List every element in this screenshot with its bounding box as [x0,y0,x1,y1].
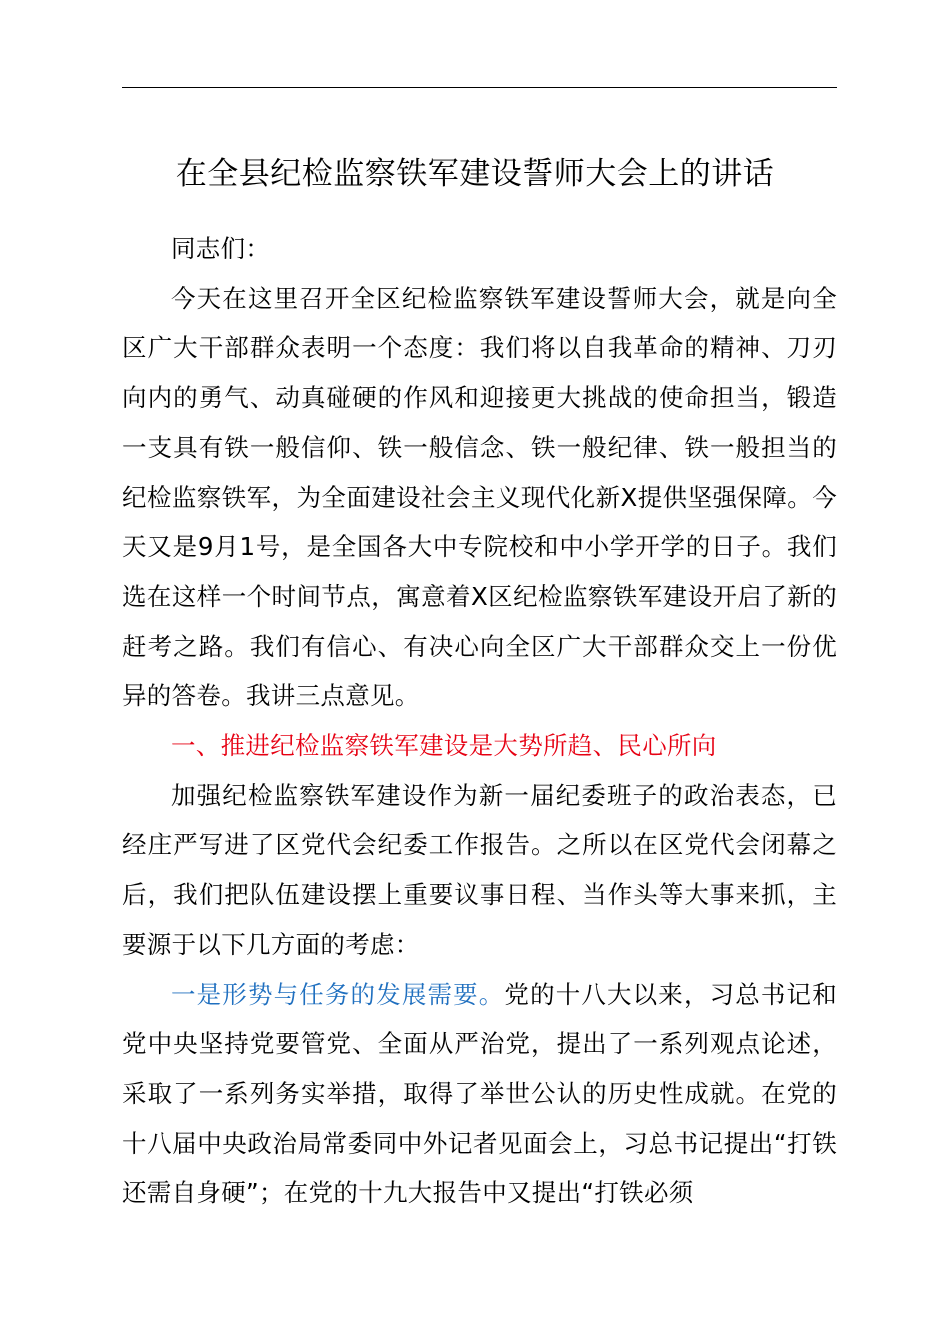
section-1-paragraph: 加强纪检监察铁军建设作为新一届纪委班子的政治表态，已经庄严写进了区党代会纪委工作报告。之所以在区党代会闭幕之后，我们把队伍建设摆上重要议事日程、当作头等大事来抓，主要源于以下几方面的考虑： [122,780,837,959]
header-rule [122,87,837,88]
point-1-text: 党的十八大以来，习总书记和党中央坚持党要管党、全面从严治党，提出了一系列观点论述，采取了一系列务实举措，取得了举世公认的历史性成就。在党的十八届中央政治局常委同中外记者见面会上，习总书记提出“打铁还需自身硬”；在党的十九大报告中又提出“打铁必须 [122,979,837,1208]
point-1-paragraph [122,970,837,1219]
salutation: 同志们： [171,234,271,263]
document-body [122,224,837,1218]
intro-paragraph: 今天在这里召开全区纪检监察铁军建设誓师大会，就是向全区广大干部群众表明一个态度：我们将以自我革命的精神、刀刃向内的勇气、动真碰硬的作风和迎接更大挑战的使命担当，锻造一支具有铁一般信仰、铁一般信念、铁一般纪律、铁一般担当的纪检监察铁军，为全面建设社会主义现代化新X提供坚强保障。今天又是9月1号，是全国各大中专院校和中小学开学的日子。我们选在这样一个时间节点，寓意着X区纪检监察铁军建设开启了新的赶考之路。我们有信心、有决心向全区广大干部群众交上一份优异的答卷。我讲三点意见。 [122,283,837,711]
section-heading-1: 一、推进纪检监察铁军建设是大势所趋、民心所向 [171,731,717,761]
document-title: 在全县纪检监察铁军建设誓师大会上的讲话 [175,156,775,192]
point-1-lead: 一是形势与任务的发展需要。 [171,979,505,1009]
